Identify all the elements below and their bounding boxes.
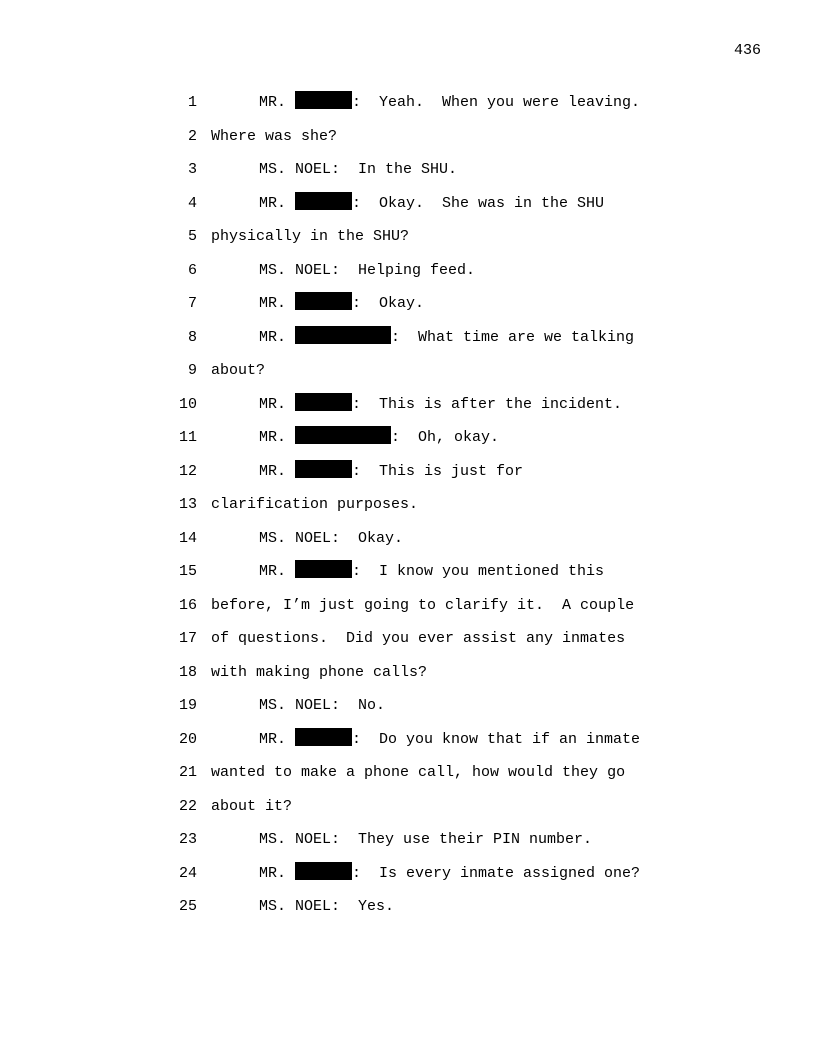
redaction-bar	[295, 91, 352, 109]
transcript-line	[0, 895, 816, 929]
line-text: MR. : What time are we talking	[259, 326, 634, 350]
transcript-line	[0, 594, 816, 628]
line-text: about it?	[211, 797, 293, 815]
redaction-bar	[295, 862, 352, 880]
redaction-bar	[295, 326, 391, 344]
redaction-bar	[295, 192, 352, 210]
line-text: MR. : Is every inmate assigned one?	[259, 862, 640, 886]
transcript-line	[0, 158, 816, 192]
line-text: of questions. Did you ever assist any inmates	[211, 630, 626, 647]
line-number: 25	[178, 898, 197, 915]
line-text: MR. : Yeah. When you were leaving.	[259, 91, 640, 115]
line-text: physically in the SHU?	[211, 228, 410, 245]
redaction-bar	[295, 728, 352, 746]
transcript-line	[0, 460, 816, 494]
line-number: 18	[178, 663, 197, 681]
line-number: 24	[178, 864, 197, 882]
transcript-line	[0, 426, 816, 460]
transcript-line	[0, 91, 816, 125]
redaction-bar	[295, 426, 391, 444]
line-number: 13	[178, 496, 197, 513]
transcript-line	[0, 728, 816, 762]
transcript-line	[0, 828, 816, 862]
line-text: MS. NOEL: Yes.	[259, 898, 395, 915]
transcript-line	[0, 292, 816, 326]
line-text: MS. NOEL: In the SHU.	[259, 161, 458, 178]
line-number: 4	[187, 194, 197, 212]
transcript-line	[0, 627, 816, 661]
line-text: MS. NOEL: Helping feed.	[259, 261, 476, 279]
line-number: 19	[178, 697, 197, 714]
transcript-line	[0, 493, 816, 527]
transcript-line	[0, 761, 816, 795]
transcript-line	[0, 560, 816, 594]
line-number: 11	[178, 429, 197, 446]
line-number: 10	[178, 395, 197, 413]
line-text: MS. NOEL: They use their PIN number.	[259, 831, 593, 848]
line-number: 1	[187, 94, 197, 111]
redaction-bar	[295, 560, 352, 578]
page-number: 436	[734, 42, 762, 59]
line-text: with making phone calls?	[211, 663, 428, 681]
line-text: MR. : I know you mentioned this	[259, 560, 604, 584]
line-number: 15	[178, 563, 197, 580]
transcript-line	[0, 795, 816, 829]
line-number: 7	[187, 295, 197, 312]
line-number: 22	[178, 797, 197, 815]
line-text: wanted to make a phone call, how would they go	[211, 764, 626, 781]
transcript-line	[0, 125, 816, 159]
line-number: 23	[178, 831, 197, 848]
transcript-line	[0, 326, 816, 360]
line-text: Where was she?	[211, 127, 338, 145]
line-number: 16	[178, 596, 197, 614]
redaction-bar	[295, 460, 352, 478]
redaction-bar	[295, 393, 352, 411]
line-number: 9	[187, 362, 197, 379]
line-text: MS. NOEL: Okay.	[259, 529, 404, 547]
redaction-bar	[295, 292, 352, 310]
line-number: 12	[178, 462, 197, 480]
line-text: MR. : Okay. She was in the SHU	[259, 192, 604, 216]
transcript-line	[0, 527, 816, 561]
line-number: 2	[187, 127, 197, 145]
line-number: 8	[187, 328, 197, 346]
line-text: about?	[211, 362, 266, 379]
line-number: 6	[187, 261, 197, 279]
transcript-body	[0, 91, 816, 929]
transcript-line	[0, 192, 816, 226]
line-number: 14	[178, 529, 197, 547]
transcript-line	[0, 359, 816, 393]
line-number: 17	[178, 630, 197, 647]
line-text: clarification purposes.	[211, 496, 419, 513]
transcript-line	[0, 694, 816, 728]
line-text: MR. : This is after the incident.	[259, 393, 622, 417]
line-text: MR. : This is just for	[259, 460, 523, 484]
line-number: 21	[178, 764, 197, 781]
transcript-line	[0, 661, 816, 695]
transcript-line	[0, 225, 816, 259]
line-text: MR. : Oh, okay.	[259, 426, 499, 450]
line-number: 20	[178, 730, 197, 748]
line-number: 3	[187, 161, 197, 178]
line-number: 5	[187, 228, 197, 245]
line-text: before, I’m just going to clarify it. A couple	[211, 596, 635, 614]
transcript-line	[0, 393, 816, 427]
line-text: MR. : Okay.	[259, 292, 424, 316]
transcript-line	[0, 259, 816, 293]
transcript-line	[0, 862, 816, 896]
line-text: MS. NOEL: No.	[259, 697, 386, 714]
line-text: MR. : Do you know that if an inmate	[259, 728, 640, 752]
